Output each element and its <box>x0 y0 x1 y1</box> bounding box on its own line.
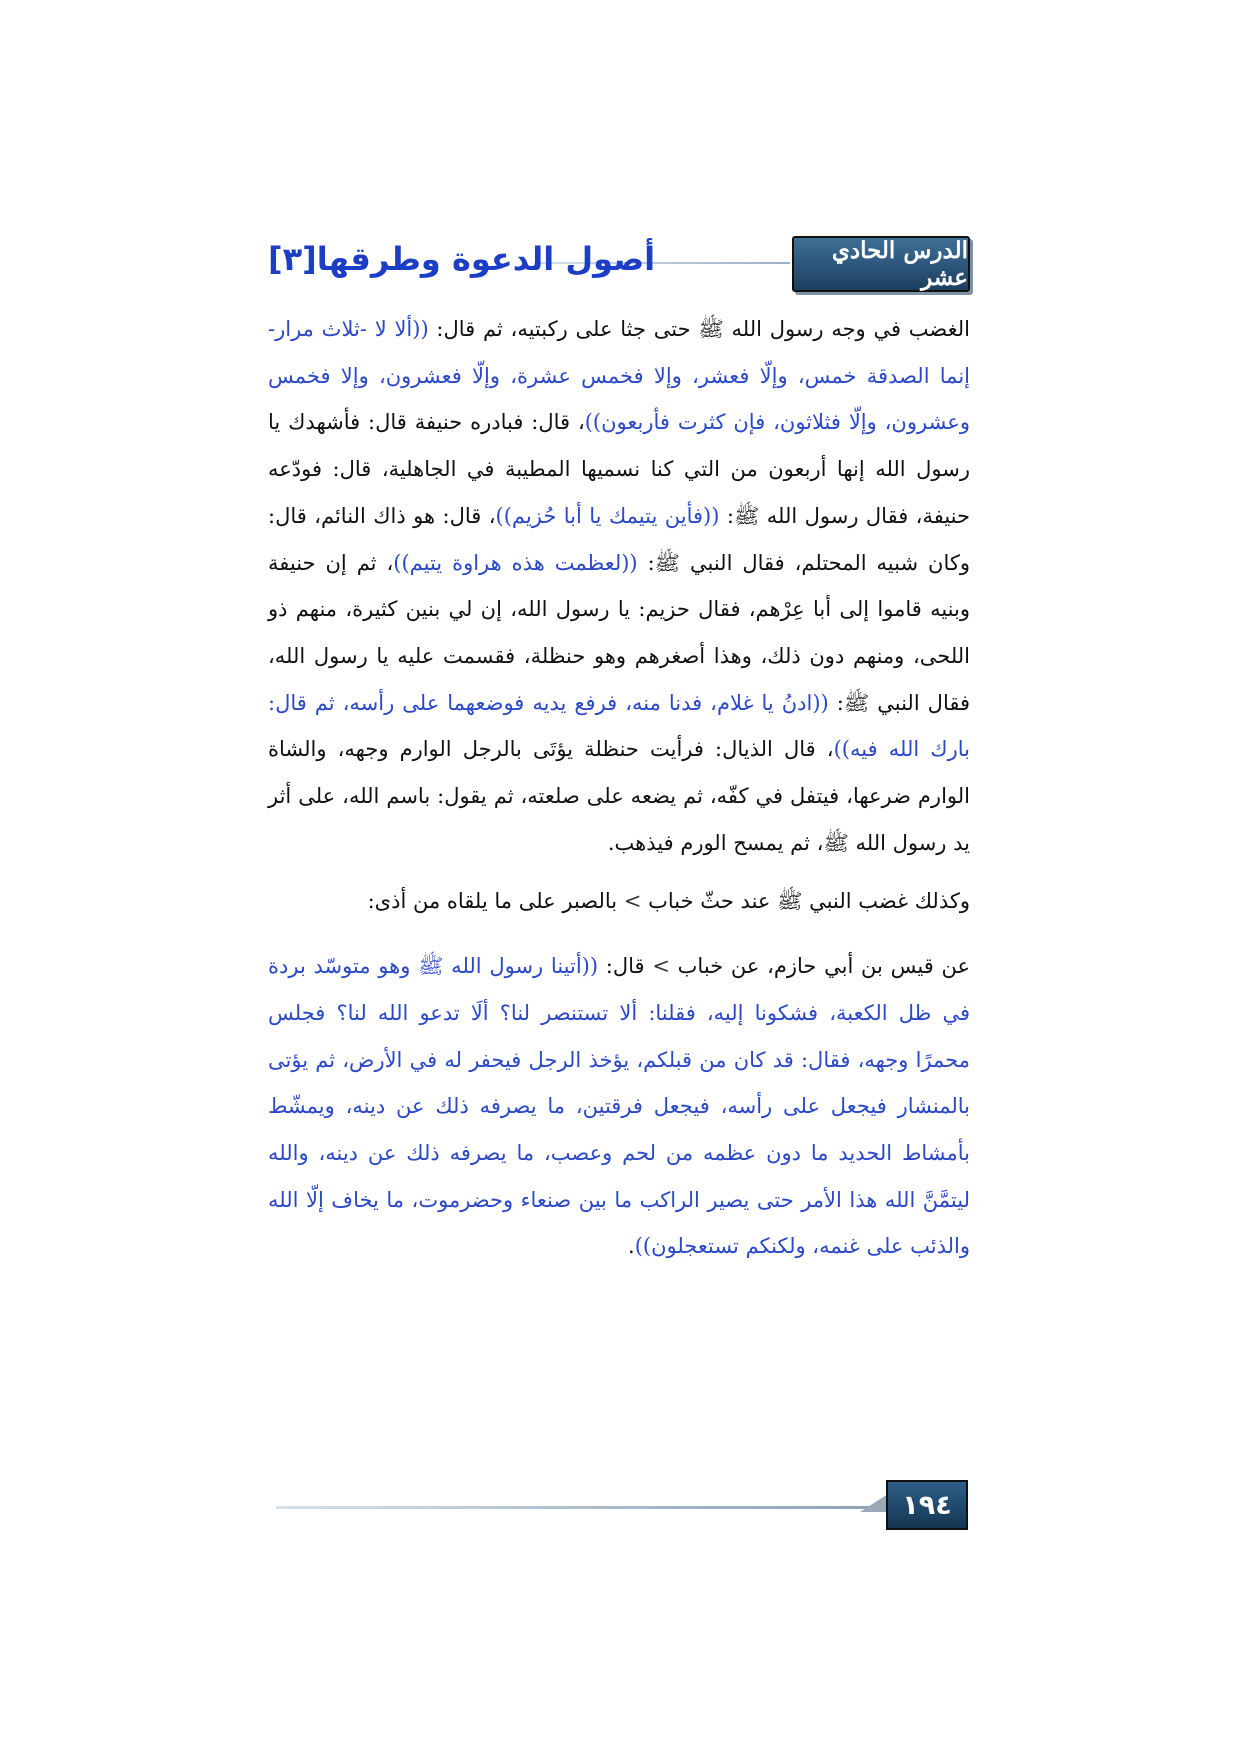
text-segment: ، قال: فبادره حنيفة قال: فأشهدك يا رسول الله إنها أربعون من التي كنا نسميها المطيبة في الجاهلية، قال: فودّعه حنيفة، فقال رسول الله ﷺ: <box>268 410 971 528</box>
text-segment: ، ثم إن حنيفة وبنيه قاموا إلى أبا عِرْهم، فقال حزيم: يا رسول الله، إن لي بنين كثيرة، منهم ذو اللحى، ومنهم دون ذلك، وهذا أصغرهم وهو حنظلة، فقسمت عليه يا رسول الله، فقال النبي ﷺ: <box>268 550 971 715</box>
book-title: أصول الدعوة وطرقها[٣] <box>268 240 656 278</box>
text-segment: ، قال الذيال: فرأيت حنظلة يؤتَى بالرجل الوارم وجهه، والشاة الوارم ضرعها، فيتفل في كفّه، ثم يضعه على صلعته، ثم يقول: باسم الله، على أثر يد رسول الله ﷺ، ثم يمسح الورم فيذهب. <box>268 737 970 855</box>
text-segment: وكذلك غضب النبي ﷺ عند حثّ خباب <box>641 889 970 914</box>
page-body <box>268 306 970 1270</box>
paragraph-hadith-hanifa <box>268 306 970 866</box>
text-segment: . <box>628 1234 635 1259</box>
footer-rule-tip <box>860 1494 888 1512</box>
prophet-quote: ((لعظمت هذه هراوة يتيم)) <box>393 550 638 575</box>
page-header <box>268 232 970 294</box>
honorific-symbol: > <box>623 889 642 914</box>
prophet-quote: ((أتينا رسول الله ﷺ وهو متوسّد بردة في ظل الكعبة، فشكونا إليه، فقلنا: ألا تستنصر لنا؟ ألَا تدعو الله لنا؟ فجلس محمرًا وجهه، فقال: قد كان من قبلكم، يؤخذ الرجل فيحفر له في الأرض، ثم يؤتى بالمنشار فيجعل على رأسه، فيجعل فرقتين، ما يصرفه ذلك عن دينه، ويمشّط بأمشاط الحديد ما دون عظمه من لحم وعصب، ما يصرفه ذلك عن دينه، والله ليتمَّنَّ الله هذا الأمر حتى يصير الراكب ما بين صنعاء وحضرموت، ما يخاف إلّا الله والذئب على غنمه، ولكنكم تستعجلون)) <box>268 954 970 1259</box>
lesson-badge: الدرس الحادي عشر <box>792 236 970 292</box>
page-number: ١٩٤ <box>886 1480 968 1530</box>
prophet-quote: ((فأين يتيمك يا أبا حُزيم)) <box>495 503 720 528</box>
prophet-quote: ((ادنُ يا غلام، فدنا منه، فرفع يديه فوضعهما على رأسه، ثم قال: بارك الله فيه)) <box>268 690 970 762</box>
text-segment: قال: <box>598 954 653 979</box>
text-segment: بالصبر على ما يلقاه من أذى: <box>367 889 624 914</box>
text-segment: عن قيس بن أبي حازم، عن خباب <box>669 954 971 979</box>
footer-rule <box>276 1506 886 1509</box>
honorific-symbol: > <box>652 954 670 979</box>
text-segment: الغضب في وجه رسول الله ﷺ حتى جثا على ركبتيه، ثم قال: <box>428 317 970 341</box>
paragraph-khabbab-hadith <box>268 943 970 1270</box>
prophet-quote: ((ألا لا -ثلاث مرار- إنما الصدقة خمس، وإلّا فعشر، وإلا فخمس عشرة، وإلّا فعشرون، وإلا فخمس وعشرون، وإلّا فثلاثون، فإن كثرت فأربعون)) <box>268 317 970 435</box>
paragraph-khabbab-intro <box>268 878 970 925</box>
text-segment: ، قال: هو ذاك النائم، قال: وكان شبيه المحتلم، فقال النبي ﷺ: <box>268 503 970 575</box>
